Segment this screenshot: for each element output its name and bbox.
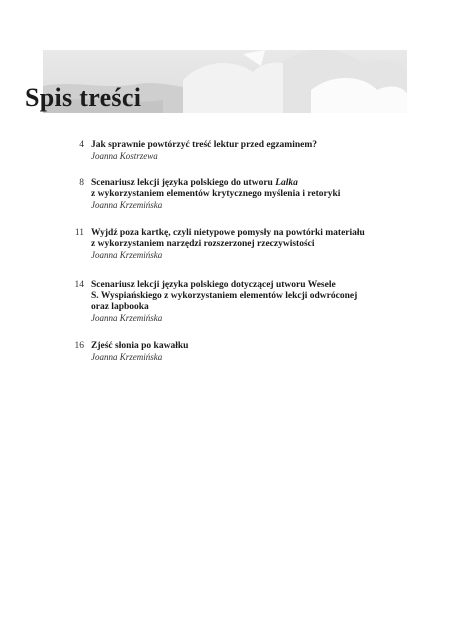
- toc-title-line: Wyjdź poza kartkę, czyli nietypowe pomysły na powtórki materiału: [91, 228, 365, 238]
- toc-title-part: Scenariusz lekcji języka polskiego do utworu: [91, 178, 276, 188]
- toc-text: [91, 178, 391, 211]
- toc-title-line: z wykorzystaniem narzędzi rozszerzonej rzeczywistości: [91, 239, 315, 249]
- toc-title-line: Jak sprawnie powtórzyć treść lektur przed egzaminem?: [91, 140, 318, 150]
- toc-title-line: [91, 178, 391, 189]
- toc-page-number: 14: [74, 280, 84, 290]
- toc-text: [91, 280, 391, 324]
- toc-page-number: 4: [79, 140, 84, 150]
- toc-title-line: Zjeść słonia po kawałku: [91, 341, 189, 351]
- toc-title-italic: Lalka: [275, 178, 298, 188]
- toc-text: [91, 140, 391, 162]
- toc-author: Joanna Krzemińska: [91, 352, 163, 362]
- toc-page-number: 11: [74, 228, 84, 238]
- toc-author: Joanna Krzemińska: [91, 313, 163, 323]
- page-title: Spis treści: [25, 83, 142, 112]
- toc-page-number: 8: [79, 178, 84, 188]
- toc-author: Joanna Krzemińska: [91, 250, 163, 260]
- toc-title-line: S. Wyspiańskiego z wykorzystaniem elementów lekcji odwróconej: [91, 291, 358, 301]
- toc-text: [91, 228, 391, 261]
- toc-title-line: z wykorzystaniem elementów krytycznego myślenia i retoryki: [91, 189, 341, 199]
- toc-title-line: oraz lapbooka: [91, 302, 149, 312]
- toc-author: Joanna Kostrzewa: [91, 151, 158, 161]
- toc-author: Joanna Krzemińska: [91, 200, 163, 210]
- toc-title-line: Scenariusz lekcji języka polskiego dotyczącej utworu Wesele: [91, 280, 336, 290]
- toc-page-number: 16: [74, 341, 84, 351]
- toc-text: [91, 341, 391, 363]
